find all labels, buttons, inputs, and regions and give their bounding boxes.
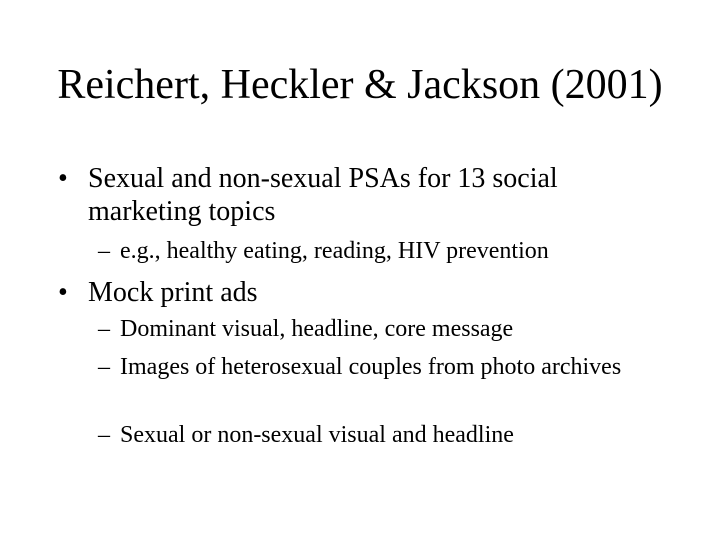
sub-bullet-item xyxy=(98,236,660,266)
sub-bullet-glyph: – xyxy=(98,354,110,380)
sub-bullet-text: e.g., healthy eating, reading, HIV prevention xyxy=(120,238,549,264)
sub-bullet-text: Images of heterosexual couples from photo archives xyxy=(120,354,622,380)
bullet-item xyxy=(58,276,668,309)
bullet-text: Mock print ads xyxy=(88,277,258,308)
sub-bullet-glyph: – xyxy=(98,422,110,448)
sub-bullet-item xyxy=(98,420,660,450)
sub-bullet-item xyxy=(98,352,630,382)
bullet-text: Sexual and non-sexual PSAs for 13 social marketing topics xyxy=(88,163,558,227)
bullet-glyph: • xyxy=(58,163,68,194)
sub-bullet-glyph: – xyxy=(98,316,110,342)
sub-bullet-text: Sexual or non-sexual visual and headline xyxy=(120,422,514,448)
sub-bullet-item xyxy=(98,314,660,344)
slide-title: Reichert, Heckler & Jackson (2001) xyxy=(57,62,663,108)
sub-bullet-glyph: – xyxy=(98,238,110,264)
sub-bullet-text: Dominant visual, headline, core message xyxy=(120,316,514,342)
bullet-item xyxy=(58,162,668,228)
bullet-glyph: • xyxy=(58,277,68,308)
